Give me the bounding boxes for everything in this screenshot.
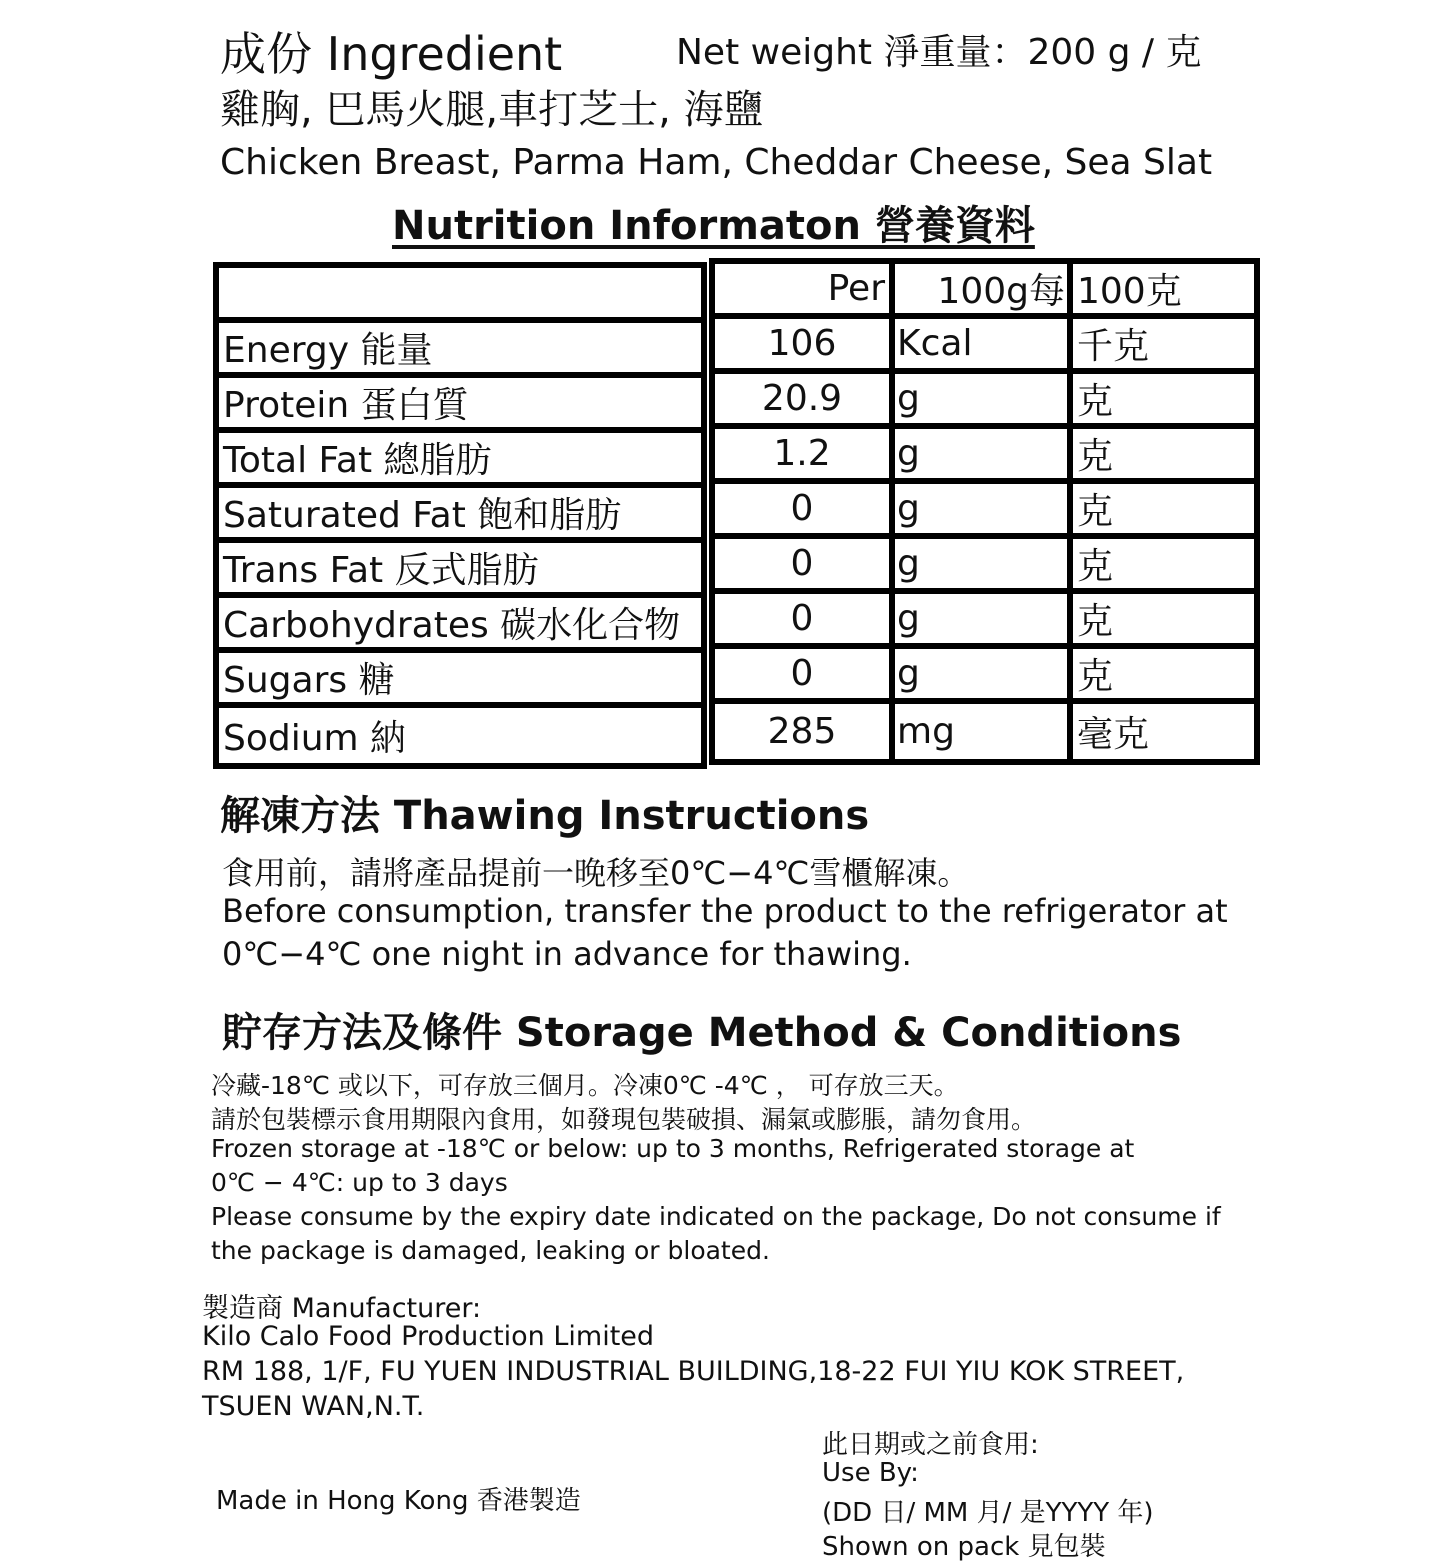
table-row bbox=[715, 594, 1254, 649]
nutrient-value: 106 bbox=[715, 319, 895, 368]
nutrient-unit-zh: 克 bbox=[1077, 436, 1114, 477]
nutrient-value: 285 bbox=[715, 704, 895, 759]
header-amount: 100g每 bbox=[895, 264, 1073, 313]
table-row bbox=[219, 488, 701, 543]
nutrient-unit-zh: 克 bbox=[1077, 491, 1114, 532]
nutrient-unit-zh: 克 bbox=[1077, 381, 1114, 422]
table-row bbox=[219, 268, 701, 323]
nutrition-values-column bbox=[709, 258, 1260, 765]
use-by-label: Use By: bbox=[822, 1458, 919, 1488]
table-row bbox=[219, 433, 701, 488]
nutrient-unit: Kcal bbox=[895, 319, 1073, 368]
thawing-title: 解凍方法 Thawing Instructions bbox=[220, 793, 870, 839]
nutrient-unit: g bbox=[895, 594, 1073, 643]
header-amount-zh: 100克 bbox=[1077, 271, 1182, 312]
storage-line: Please consume by the expiry date indicated on the package, Do not consume if bbox=[211, 1202, 1221, 1231]
nutrient-label: Total Fat 總脂肪 bbox=[223, 440, 492, 481]
use-by-zh: 此日期或之前食用: bbox=[822, 1430, 1039, 1460]
nutrition-title: Nutrition Informaton 營養資料 bbox=[392, 203, 1035, 249]
nutrient-label: Saturated Fat 飽和脂肪 bbox=[223, 495, 622, 536]
nutrient-unit-zh: 千克 bbox=[1077, 326, 1150, 367]
table-row bbox=[715, 319, 1254, 374]
storage-title: 貯存方法及條件 Storage Method & Conditions bbox=[222, 1010, 1182, 1056]
table-row bbox=[219, 543, 701, 598]
nutrient-unit: g bbox=[895, 429, 1073, 478]
thawing-text-en: Before consumption, transfer the product to the refrigerator at bbox=[222, 892, 1228, 930]
manufacturer-name: Kilo Calo Food Production Limited bbox=[202, 1321, 655, 1352]
manufacturer-address: RM 188, 1/F, FU YUEN INDUSTRIAL BUILDING,18-22 FUI YIU KOK STREET, bbox=[202, 1356, 1185, 1387]
thawing-text-en: 0℃−4℃ one night in advance for thawing. bbox=[222, 935, 912, 973]
nutrient-unit-zh: 克 bbox=[1077, 546, 1114, 587]
storage-line: 冷藏-18℃ 或以下，可存放三個月。冷凍0℃ -4℃ ， 可存放三天。 bbox=[211, 1071, 959, 1100]
nutrient-unit: g bbox=[895, 374, 1073, 423]
table-row bbox=[219, 598, 701, 653]
ingredient-list-zh: 雞胸, 巴馬火腿,車打芝士, 海鹽 bbox=[220, 87, 764, 133]
manufacturer-label: 製造商 Manufacturer: bbox=[202, 1293, 482, 1324]
nutrient-value: 0 bbox=[715, 594, 895, 643]
nutrient-value: 0 bbox=[715, 649, 895, 698]
table-row bbox=[219, 653, 701, 708]
table-row bbox=[219, 378, 701, 433]
table-row bbox=[715, 374, 1254, 429]
nutrient-value: 1.2 bbox=[715, 429, 895, 478]
nutrient-unit: g bbox=[895, 484, 1073, 533]
table-row bbox=[219, 708, 701, 763]
nutrient-label: Sugars 糖 bbox=[223, 660, 395, 701]
storage-line: 0℃ − 4℃: up to 3 days bbox=[211, 1168, 508, 1197]
nutrient-label: Trans Fat 反式脂肪 bbox=[223, 550, 539, 591]
nutrient-label: Sodium 納 bbox=[223, 718, 407, 759]
nutrient-label: Protein 蛋白質 bbox=[223, 385, 469, 426]
table-row bbox=[715, 649, 1254, 704]
storage-line: 請於包裝標示食用期限內食用，如發現包裝破損、漏氣或膨脹，請勿食用。 bbox=[211, 1105, 1037, 1134]
storage-line: the package is damaged, leaking or bloated. bbox=[211, 1236, 770, 1265]
table-row bbox=[715, 704, 1254, 759]
net-weight: Net weight 淨重量：200 g / 克 bbox=[676, 32, 1202, 73]
origin-text: Made in Hong Kong 香港製造 bbox=[216, 1486, 581, 1516]
storage-line: Frozen storage at -18℃ or below: up to 3 months, Refrigerated storage at bbox=[211, 1134, 1135, 1163]
nutrient-unit-zh: 克 bbox=[1077, 656, 1114, 697]
ingredient-list-en: Chicken Breast, Parma Ham, Cheddar Cheese, Sea Slat bbox=[220, 142, 1213, 183]
nutrient-value: 0 bbox=[715, 484, 895, 533]
nutrient-label: Energy 能量 bbox=[223, 330, 433, 371]
nutrient-unit-zh: 毫克 bbox=[1077, 714, 1150, 755]
use-by-note: Shown on pack 見包裝 bbox=[822, 1532, 1106, 1562]
table-header-row bbox=[715, 264, 1254, 319]
nutrition-labels-column bbox=[213, 262, 707, 769]
thawing-text-zh: 食用前，請將產品提前一晚移至0℃−4℃雪櫃解凍。 bbox=[222, 854, 970, 892]
ingredient-title: 成份 Ingredient bbox=[220, 27, 563, 81]
table-row bbox=[715, 484, 1254, 539]
table-row bbox=[715, 539, 1254, 594]
manufacturer-address: TSUEN WAN,N.T. bbox=[202, 1391, 425, 1422]
nutrient-label: Carbohydrates 碳水化合物 bbox=[223, 605, 681, 646]
header-per: Per bbox=[715, 264, 895, 313]
nutrient-value: 20.9 bbox=[715, 374, 895, 423]
nutrient-unit: mg bbox=[895, 704, 1073, 759]
use-by-format: (DD 日/ MM 月/ 是YYYY 年) bbox=[822, 1498, 1154, 1528]
table-row bbox=[219, 323, 701, 378]
nutrient-unit: g bbox=[895, 539, 1073, 588]
nutrient-value: 0 bbox=[715, 539, 895, 588]
table-row bbox=[715, 429, 1254, 484]
nutrient-unit-zh: 克 bbox=[1077, 601, 1114, 642]
nutrient-unit: g bbox=[895, 649, 1073, 698]
